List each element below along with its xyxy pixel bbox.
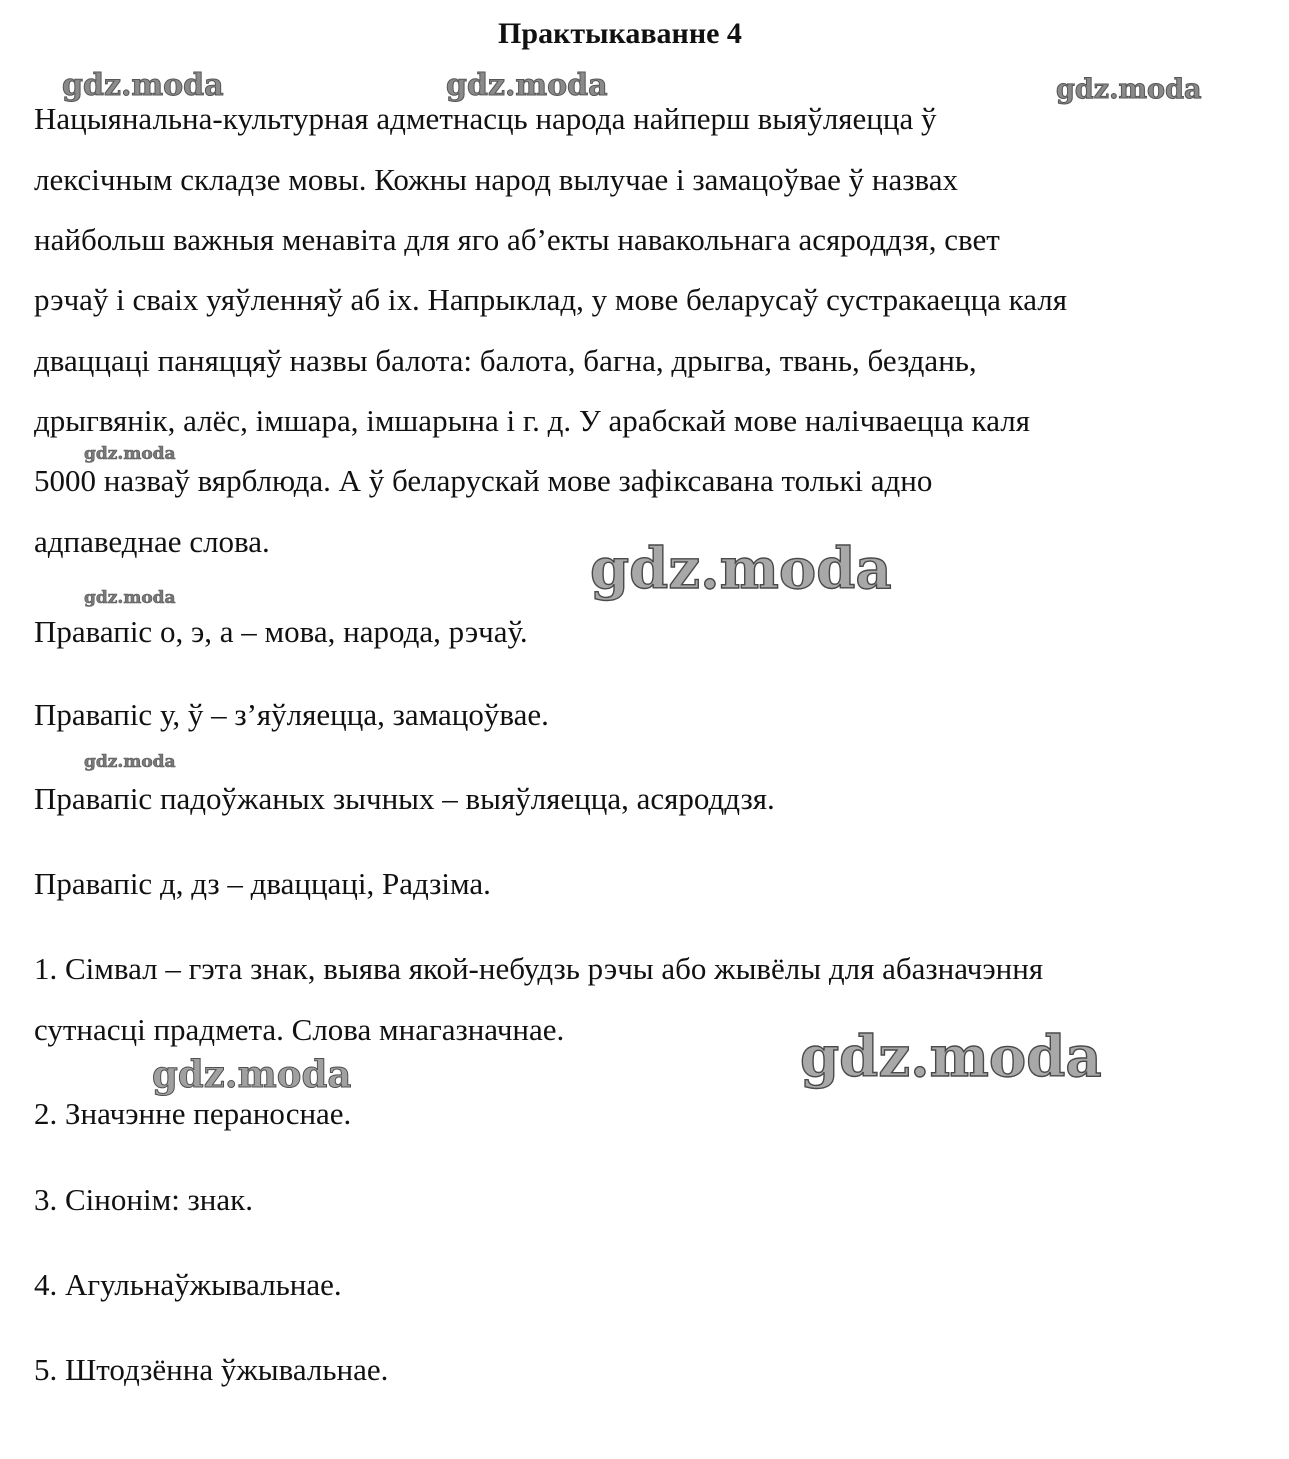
paragraph-line: дрыгвянік, алёс, імшара, імшарына і г. д. У арабскай мове налічваецца каля: [34, 403, 1030, 438]
paragraph-line: Нацыянальна-культурная адметнасць народа найперш выяўляецца ў: [34, 101, 937, 136]
watermark-logo: gdz.moda: [62, 68, 224, 103]
watermark-logo: gdz.moda: [84, 752, 176, 772]
paragraph-line: лексічным складзе мовы. Кожны народ вылучае і замацоўвае ў назвах: [34, 162, 958, 197]
rule-line: Правапіс д, дз – дваццаці, Радзіма.: [34, 866, 491, 901]
answer-line: 3. Сінонім: знак.: [34, 1182, 253, 1217]
paragraph-line: рэчаў і сваіх уяўленняў аб іх. Напрыклад, у мове беларусаў сустракаецца каля: [34, 282, 1068, 317]
watermark-logo: gdz.moda: [84, 588, 176, 608]
paragraph-line: дваццаці паняццяў назвы балота: балота, багна, дрыгва, твань, бездань,: [34, 343, 977, 378]
answer-line: 4. Агульнаўжывальнае.: [34, 1267, 342, 1302]
page-title: Практыкаванне 4: [498, 17, 742, 50]
watermark-logo: gdz.moda: [446, 68, 608, 103]
paragraph-line: адпаведнае слова.: [34, 524, 270, 559]
answer-line: 2. Значэнне пераноснае.: [34, 1096, 352, 1131]
watermark-logo: gdz.moda: [152, 1052, 352, 1096]
rule-line: Правапіс у, ў – з’яўляецца, замацоўвае.: [34, 697, 549, 732]
watermark-logo: gdz.moda: [800, 1024, 1102, 1090]
watermark-logo: gdz.moda: [1056, 74, 1202, 105]
watermark-logo: gdz.moda: [590, 536, 892, 602]
answer-line: 5. Штодзённа ўжывальнае.: [34, 1352, 389, 1387]
answer-line: 1. Сімвал – гэта знак, выява якой-небудзь рэчы або жывёлы для абазначэння: [34, 951, 1044, 986]
paragraph-line: найбольш важныя менавіта для яго аб’екты навакольнага асяроддзя, свет: [34, 222, 1000, 257]
paragraph-line: 5000 назваў вярблюда. А ў беларускай мове зафіксавана толькі адно: [34, 463, 933, 498]
watermark-logo: gdz.moda: [84, 444, 176, 464]
rule-line: Правапіс падоўжаных зычных – выяўляецца, асяроддзя.: [34, 781, 775, 816]
rule-line: Правапіс о, э, а – мова, народа, рэчаў.: [34, 614, 528, 649]
answer-line: сутнасці прадмета. Слова мнагазначнае.: [34, 1012, 565, 1047]
